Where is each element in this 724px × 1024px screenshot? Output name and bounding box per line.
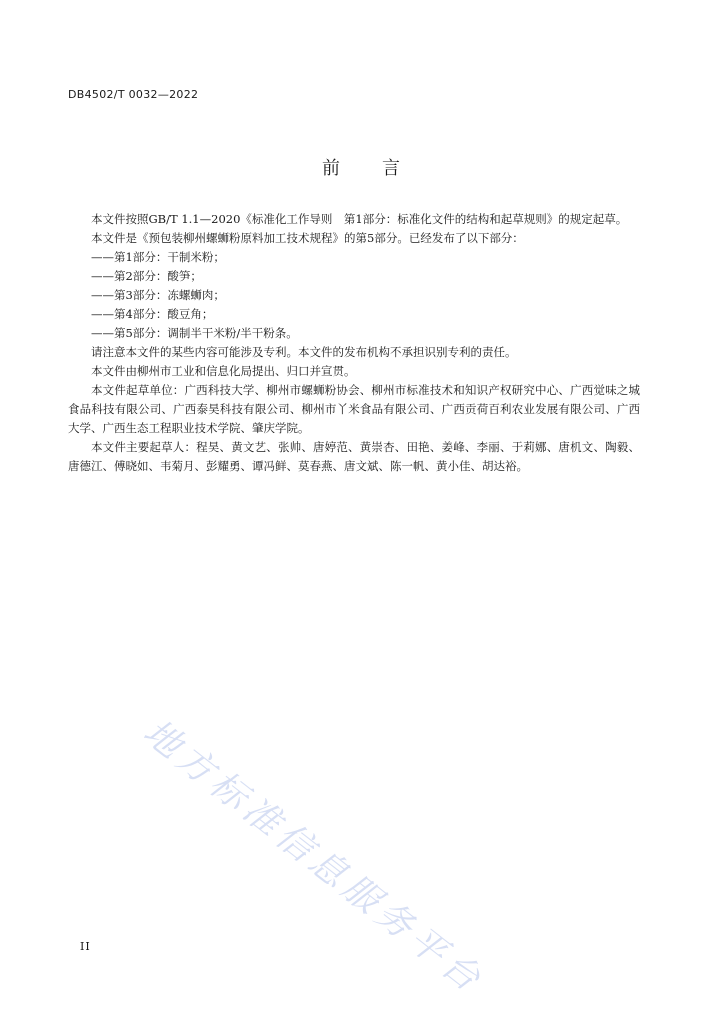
part-list-item: ——第2部分：酸笋；	[91, 269, 202, 283]
proposer-statement: 本文件由柳州市工业和信息化局提出、归口并宣贯。	[91, 364, 356, 378]
page-number: II	[80, 940, 91, 953]
patent-notice: 请注意本文件的某些内容可能涉及专利。本文件的发布机构不承担识别专利的责任。	[91, 345, 517, 359]
drafters: 本文件主要起草人：程昊、黄文艺、张帅、唐婷范、黄崇杏、田艳、姜峰、李丽、于莉娜、唐机文、陶毅、唐德江、傅晓如、韦菊月、彭耀勇、谭冯鲜、莫春燕、唐文斌、陈一帆、黄小佳、胡达裕。	[68, 440, 640, 473]
part-list-item: ——第1部分：干制米粉；	[91, 250, 225, 264]
part-list-item: ——第3部分：冻螺蛳肉；	[91, 288, 225, 302]
foreword-body	[68, 210, 640, 476]
drafting-units: 本文件起草单位：广西科技大学、柳州市螺蛳粉协会、柳州市标准技术和知识产权研究中心、广西觉味之城食品科技有限公司、广西泰昊科技有限公司、柳州市丫米食品有限公司、广西贡荷百利农业发展有限公司、广西大学、广西生态工程职业技术学院、肇庆学院。	[68, 383, 640, 435]
foreword-paragraph: 本文件按照GB/T 1.1—2020《标准化工作导则 第1部分：标准化文件的结构和起草规则》的规定起草。	[91, 212, 628, 226]
document-code: DB4502/T 0032—2022	[68, 88, 199, 101]
foreword-paragraph: 本文件是《预包装柳州螺蛳粉原料加工技术规程》的第5部分。已经发布了以下部分：	[91, 231, 524, 245]
watermark: 地方标准信息服务平台	[135, 711, 492, 1003]
page-title: 前 言	[322, 158, 402, 179]
part-list-item: ——第4部分：酸豆角；	[91, 307, 214, 321]
part-list-item: ——第5部分：调制半干米粉/半干粉条。	[91, 326, 298, 340]
